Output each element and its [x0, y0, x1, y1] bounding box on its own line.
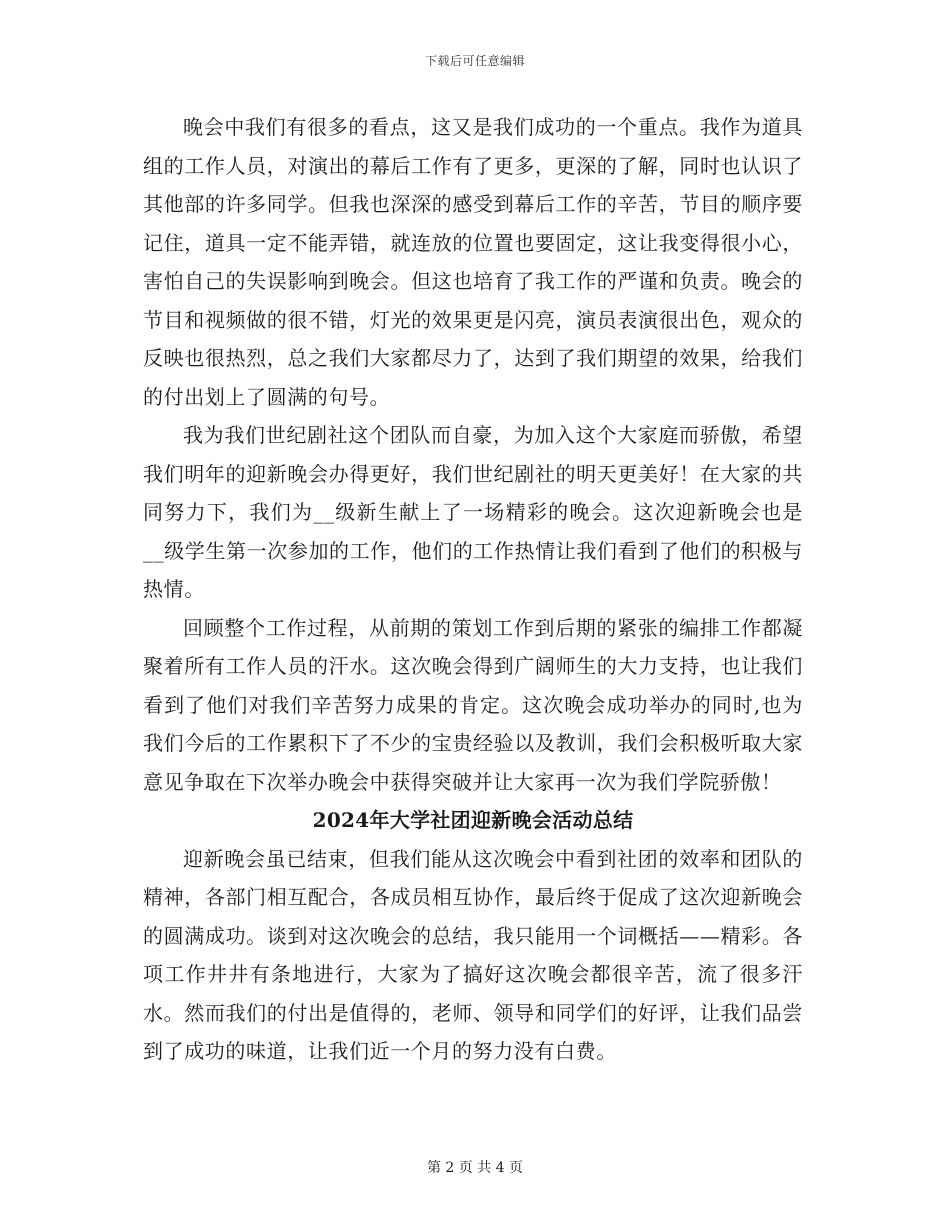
body-paragraph: 晚会中我们有很多的看点，这又是我们成功的一个重点。我作为道具组的工作人员，对演出的幕后工作有了更多，更深的了解，同时也认识了其他部的许多同学。但我也深深的感受到幕后工作的辛苦，节目的顺序要记住，道具一定不能弄错，就连放的位置也要固定，这让我变得很小心，害怕自己的失误影响到晚会。但这也培育了我工作的严谨和负责。晚会的节目和视频做的很不错，灯光的效果更是闪亮，演员表演很出色，观众的反映也很热烈，总之我们大家都尽力了，达到了我们期望的效果，给我们的付出划上了圆满的句号。 [143, 115, 803, 409]
page-header: 下载后可任意编辑 [424, 54, 525, 68]
section-paragraph: 迎新晚会虽已结束，但我们能从这次晚会中看到社团的效率和团队的精神，各部门相互配合，各成员相互协作，最后终于促成了这次迎新晚会的圆满成功。谈到对这次晚会的总结，我只能用一个词概括——精彩。各项工作井井有条地进行，大家为了搞好这次晚会都很辛苦，流了很多汗水。然而我们的付出是值得的，老师、领导和同学们的好评，让我们品尝到了成功的味道，让我们近一个月的努力没有白费。 [143, 846, 803, 1063]
section-title: 2024年大学社团迎新晚会活动总结 [312, 808, 634, 832]
body-paragraph: 回顾整个工作过程，从前期的策划工作到后期的紧张的编排工作都凝聚着所有工作人员的汗水。这次晚会得到广阔师生的大力支持，也让我们看到了他们对我们辛苦努力成果的肯定。这次晚会成功举办的同时,也为我们今后的工作累积下了不少的宝贵经验以及教训，我们会积极听取大家意见争取在下次举办晚会中获得突破并让大家再一次为我们学院骄傲！ [143, 615, 803, 794]
page-footer: 第 2 页 共 4 页 [426, 1160, 524, 1176]
document-body [143, 108, 803, 1071]
body-paragraph: 我为我们世纪剧社这个团队而自豪，为加入这个大家庭而骄傲，希望我们明年的迎新晚会办得更好，我们世纪剧社的明天更美好！在大家的共同努力下，我们为__级新生献上了一场精彩的晚会。这次迎新晚会也是__级学生第一次参加的工作，他们的工作热情让我们看到了他们的积极与热情。 [143, 423, 803, 601]
